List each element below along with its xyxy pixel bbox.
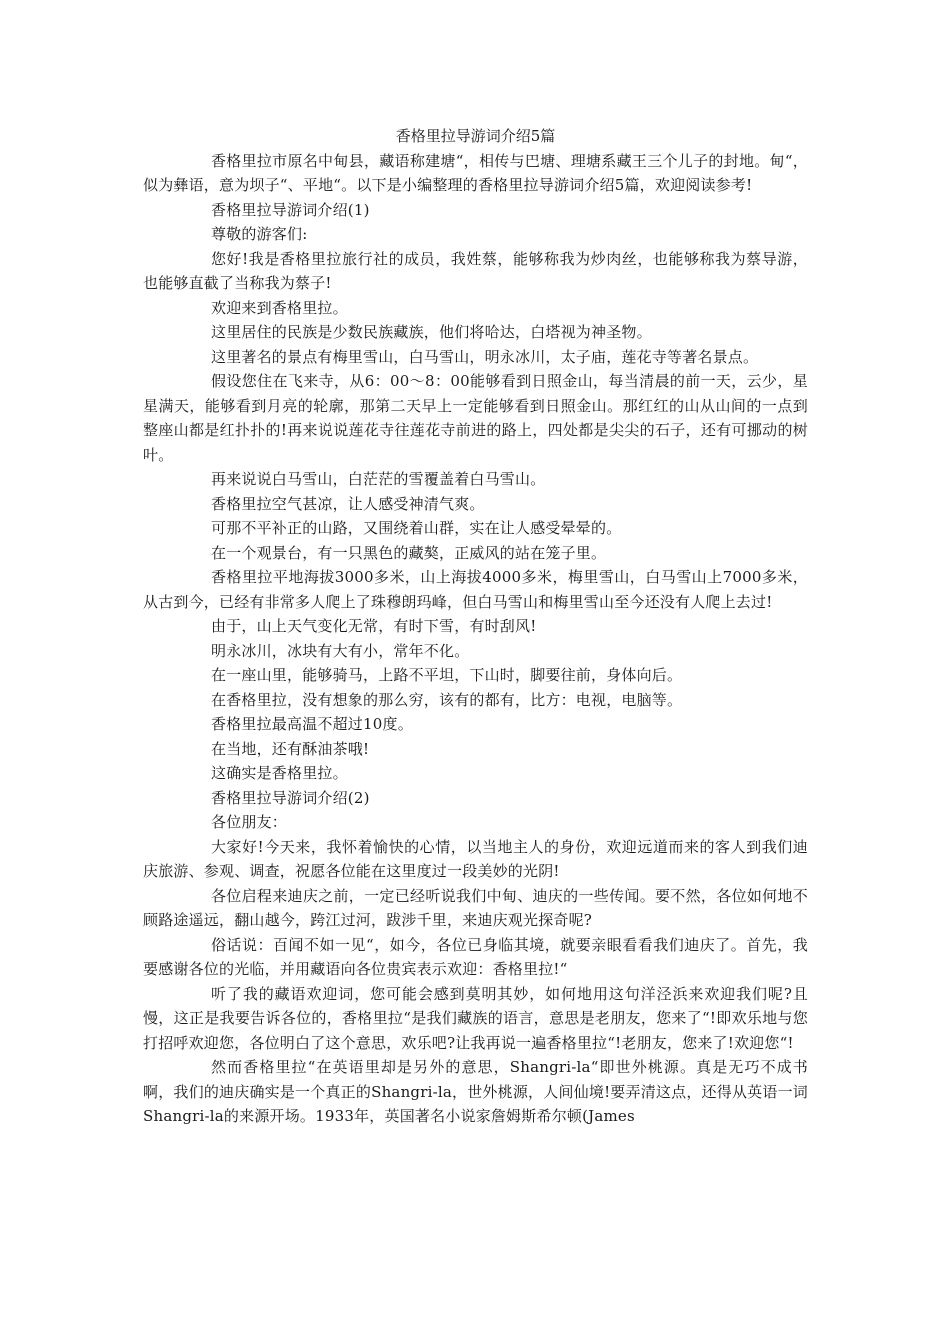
paragraph: 俗话说：百闻不如一见“，如今，各位已身临其境，就要亲眼看看我们迪庆了。首先，我要感谢各位的光临，并用藏语向各位贵宾表示欢迎：香格里拉!“	[143, 935, 808, 978]
paragraph: 欢迎来到香格里拉。	[211, 298, 348, 317]
paragraph: 由于，山上天气变化无常，有时下雪，有时刮风!	[211, 617, 537, 635]
paragraph: 可那不平补正的山路，又围绕着山群，实在让人感受晕晕的。	[211, 519, 622, 537]
paragraph: 在一座山里，能够骑马，上路不平坦，下山时，脚要往前，身体向后。	[211, 666, 683, 684]
paragraph: 香格里拉市原名中甸县，藏语称建塘“，相传与巴塘、理塘系藏王三个儿子的封地。甸“，似为彝语，意为坝子“、平地“。以下是小编整理的香格里拉导游词介绍5篇，欢迎阅读参考!	[143, 151, 808, 194]
paragraph: 香格里拉空气甚凉，让人感受神清气爽。	[211, 494, 485, 513]
paragraph: 尊敬的游客们:	[211, 225, 308, 243]
paragraph: 在香格里拉，没有想象的那么穷，该有的都有，比方：电视，电脑等。	[211, 690, 683, 709]
paragraph: 香格里拉平地海拔3000多米，山上海拔4000多米，梅里雪山，白马雪山上7000多米，从古到今，已经有非常多人爬上了珠穆朗玛峰，但白马雪山和梅里雪山至今还没有人爬上去过!	[143, 568, 808, 611]
paragraph: 各位启程来迪庆之前，一定已经听说我们中甸、迪庆的一些传闻。要不然，各位如何地不顾路途遥远，翻山越今，跨江过河，跋涉千里，来迪庆观光探奇呢?	[143, 886, 808, 929]
paragraph: 这里居住的民族是少数民族藏族，他们将哈达，白塔视为神圣物。	[211, 323, 652, 341]
paragraph: 各位朋友：	[211, 813, 288, 831]
document-body	[143, 149, 808, 1129]
paragraph: 香格里拉导游词介绍(1)	[211, 200, 370, 219]
paragraph: 香格里拉最高温不超过10度。	[211, 715, 413, 733]
document-page	[143, 124, 808, 1129]
paragraph: 假设您住在飞来寺，从6：00～8：00能够看到日照金山，每当清晨的前一天，云少，星星满天，能够看到月亮的轮廓，那第二天早上一定能够看到日照金山。那红红的山从山间的一点到整座山都是红扑扑的!再来说说莲花寺往莲花寺前进的路上，四处都是尖尖的石子，还有可挪动的树叶。	[143, 372, 808, 464]
paragraph: 您好!我是香格里拉旅行社的成员，我姓蔡，能够称我为炒肉丝，也能够称我为蔡导游，也能够直截了当称我为蔡子!	[143, 249, 808, 292]
paragraph: 在一个观景台，有一只黑色的藏獒，正威风的站在笼子里。	[211, 543, 607, 562]
document-title: 香格里拉导游词介绍5篇	[395, 127, 556, 145]
paragraph: 再来说说白马雪山，白茫茫的雪覆盖着白马雪山。	[211, 470, 546, 488]
paragraph: 听了我的藏语欢迎词，您可能会感到莫明其妙，如何地用这句洋泾浜来欢迎我们呢?且慢，这正是我要告诉各位的，香格里拉“是我们藏族的语言，意思是老朋友，您来了“!即欢乐地与您打招呼欢迎您，各位明白了这个意思，欢乐吧?让我再说一遍香格里拉“!老朋友，您来了!欢迎您“!	[143, 984, 808, 1052]
paragraph: 然而香格里拉“在英语里却是另外的意思，Shangri-la“即世外桃源。真是无巧不成书啊，我们的迪庆确实是一个真正的Shangri-la，世外桃源，人间仙境!要弄清这点，还得从英语一词Shangri-la的来源开场。1933年，英国著名小说家詹姆斯希尔顿(James	[143, 1058, 808, 1125]
paragraph: 这确实是香格里拉。	[211, 764, 348, 782]
paragraph: 明永冰川，冰块有大有小，常年不化。	[211, 641, 470, 660]
paragraph: 这里著名的景点有梅里雪山，白马雪山，明永冰川，太子庙，莲花寺等著名景点。	[211, 347, 759, 366]
paragraph: 香格里拉导游词介绍(2)	[211, 788, 370, 807]
paragraph: 在当地，还有酥油茶哦!	[211, 739, 370, 758]
paragraph: 大家好!今天来，我怀着愉快的心情，以当地主人的身份，欢迎远道而来的客人到我们迪庆旅游、参观、调查，祝愿各位能在这里度过一段美妙的光阴!	[143, 837, 808, 880]
